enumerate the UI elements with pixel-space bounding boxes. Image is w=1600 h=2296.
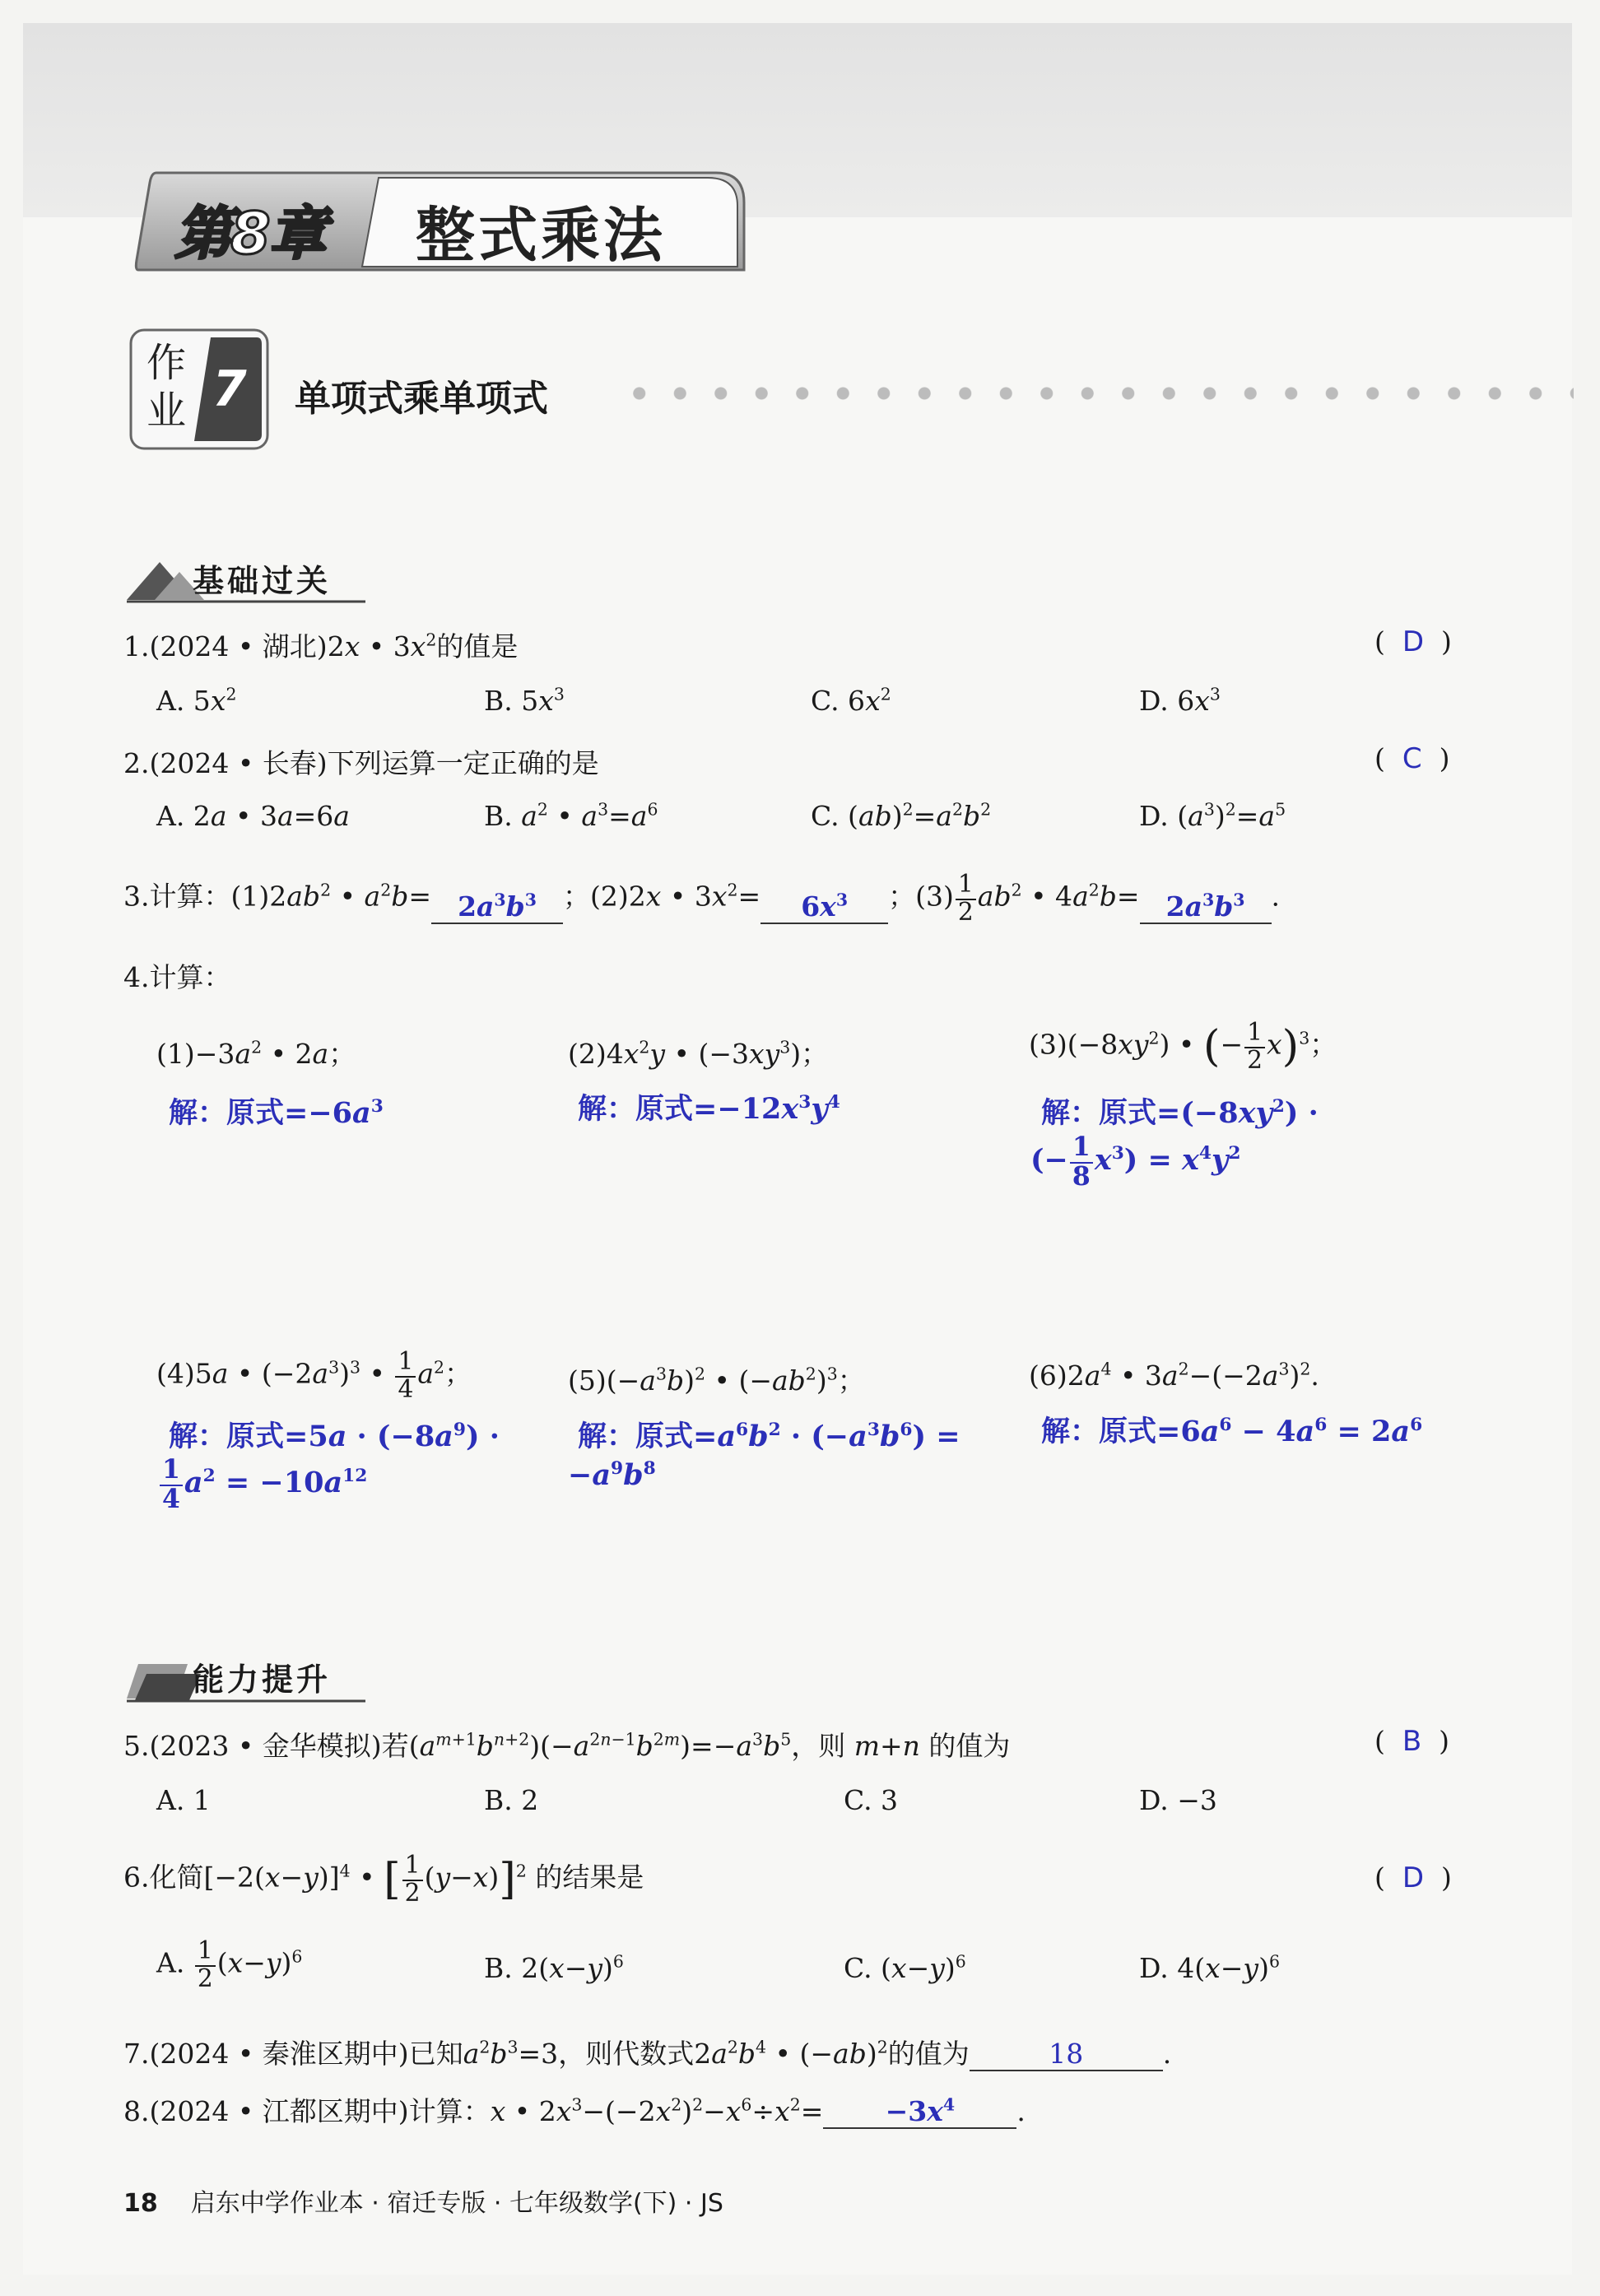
footer xyxy=(123,2182,723,2219)
q4-sol4-line2: $\frac{1}{4}$ $a^2 = -10a^{12}$ xyxy=(158,1457,367,1512)
q6-stem: 6.化简$[-2(x-y)]^4$ • [ $\frac{1}{2}$ (y−x)]$^2$ 的结果是 xyxy=(123,1851,644,1908)
q5-opt-b: B. 2 xyxy=(484,1784,539,1816)
q1-stem: 1.(2024 • 湖北)2x • $3x^2$的值是 xyxy=(123,630,519,662)
chapter-banner xyxy=(132,170,749,277)
q5-choice: B xyxy=(1402,1725,1422,1758)
q4-sol3-prefix: 解：原式= xyxy=(1041,1096,1181,1130)
q2-opt-a: A. 2a • 3a=6a xyxy=(156,800,350,832)
q2-stem-text: 下列运算一定正确的是 xyxy=(327,747,599,779)
q5-stem: 5.(2023 • 金华模拟)若$(a^{m+1}b^{n+2})(-a^{2n-1}b^{2m})=-a^3b^5$，则 m+n 的值为 xyxy=(123,1729,1011,1762)
q5-tail: 的值为 xyxy=(928,1730,1011,1762)
q6-opt-b: B. $2(x-y)^6$ xyxy=(484,1951,624,1984)
q6-opt-c: C. $(x-y)^6$ xyxy=(844,1951,966,1984)
q5-answer: ( B ) xyxy=(1374,1725,1450,1758)
q8-source: (2024 • 江都区期中) xyxy=(149,2095,409,2127)
q6-answer: ( D ) xyxy=(1374,1861,1452,1894)
q4-part4: (4)5a • $(-2a^3)^3$ • $\frac{1}{4}$ $a^2$； xyxy=(156,1347,472,1404)
q5-num: 5. xyxy=(123,1730,150,1762)
q3-num: 3. xyxy=(123,880,150,913)
chapter-label: 第8章 xyxy=(174,200,325,267)
q2-stem xyxy=(123,742,599,781)
q7-source: (2024 • 秦淮区期中) xyxy=(149,2038,409,2070)
q3-stem: 3.计算：$(1)2ab^2$ • $a^2b= 2a^3b^3$ ；(2)2x • $3x^2= 6x^3$ ；(3) $\frac{1}{2}$ $ab^2$ • $4a^2b= 2a^3b^3$ . xyxy=(123,870,1281,927)
section-basic xyxy=(122,547,369,605)
q5-opt-a: A. 1 xyxy=(156,1784,211,1816)
section-basic-title: 基础过关 xyxy=(193,563,332,599)
q4-sol4: 解：原式$=5a \cdot (-8a^9)$ · xyxy=(169,1419,500,1453)
q3-blank-2: $6x^3$ xyxy=(760,890,888,924)
q4-sol2-prefix: 解：原式= xyxy=(578,1092,718,1126)
q7-c: 的值为 xyxy=(887,2038,970,2070)
q8-num: 8. xyxy=(123,2095,150,2127)
dotted-leader xyxy=(619,387,1574,400)
q4-part5: $(5)(-a^3b)^2$ • $(-ab^2)^3$； xyxy=(568,1364,865,1397)
q4-sol3-line2: (− $\frac{1}{8}$ $x^3) = x^4y^2$ xyxy=(1030,1132,1241,1192)
q1-opt-c: C. $6x^2$ xyxy=(811,684,891,717)
q2-opt-b: B. $a^2$ • $a^3=a^6$ xyxy=(484,799,658,832)
q1-choice: D xyxy=(1402,625,1425,658)
q4-part1: $(1)-3a^2$ • 2a； xyxy=(156,1037,356,1070)
q8-text: 计算： xyxy=(408,2095,491,2127)
q7-stem: 7.(2024 • 秦淮区期中)已知$a^2b^3=3$，则代数式$2a^2b^4$ • $(-ab)^2$的值为 18 . xyxy=(123,2037,1172,2070)
q4-sol6-prefix: 解：原式= xyxy=(1041,1415,1181,1448)
q1-opt-a: A. $5x^2$ xyxy=(156,684,237,717)
q2-num: 2. xyxy=(123,747,150,779)
q4-part3: $(3)(-8xy^2)$ • (− $\frac{1}{2}$ x)$^3$； xyxy=(1029,1018,1337,1075)
q4-label: 计算： xyxy=(149,961,231,993)
q4-sol1-prefix: 解：原式= xyxy=(169,1096,309,1130)
q2-choice: C xyxy=(1402,742,1422,775)
q4-sol2: 解：原式$=-12x^3y^4$ xyxy=(578,1091,840,1126)
homework-title: 单项式乘单项式 xyxy=(295,378,548,420)
q7-b: ，则代数式 xyxy=(558,2038,695,2070)
q4-num: 4. xyxy=(123,961,150,993)
q4-sol5: 解：原式$=a^6b^2 \cdot (-a^3b^6)$ = xyxy=(578,1419,960,1453)
q1-stem-tail: 的值是 xyxy=(436,630,519,662)
q8-blank: $-3x^4$ xyxy=(823,2095,1016,2129)
q5-source: (2023 • 金华模拟) xyxy=(149,1730,382,1762)
homework-number: 7 xyxy=(212,360,247,418)
q6-opt-d: D. $4(x-y)^6$ xyxy=(1139,1951,1280,1984)
homework-tag xyxy=(128,328,270,451)
q4-sol1: 解：原式$=-6a^3$ xyxy=(169,1095,384,1130)
q7-num: 7. xyxy=(123,2038,150,2070)
q3-blank-1: $2a^3b^3$ xyxy=(431,890,563,924)
q2-answer: ( C ) xyxy=(1374,742,1450,775)
q5-if: 若 xyxy=(381,1730,409,1762)
q4-sol4-prefix: 解：原式= xyxy=(169,1420,309,1453)
q6-num: 6. xyxy=(123,1861,150,1894)
q4-part2: $(2)4x^2y$ • $(-3xy^3)$； xyxy=(568,1037,829,1070)
homework-tag-text: 作业 xyxy=(147,340,187,434)
q2-opt-c: C. $(ab)^2=a^2b^2$ xyxy=(811,799,992,832)
section-advanced xyxy=(122,1646,369,1703)
q4-sol3: 解：原式$=(-8xy^2)$ · xyxy=(1041,1095,1319,1130)
footer-text: 启东中学作业本 · 宿迁专版 · 七年级数学(下) · JS xyxy=(190,2189,723,2218)
q4-sol6: 解：原式$=6a^6 - 4a^6 = 2a^6$ xyxy=(1041,1414,1423,1448)
q5-opt-d: D. −3 xyxy=(1139,1784,1217,1816)
q1-num: 1. xyxy=(123,630,150,662)
q6-pre: 化简 xyxy=(149,1861,204,1894)
q1-answer: ( D ) xyxy=(1374,625,1452,658)
q8-stem: 8.(2024 • 江都区期中)计算：x • $2x^3-(-2x^2)^2-x^6\div x^2= -3x^4$ . xyxy=(123,2094,1026,2127)
q5-opt-c: C. 3 xyxy=(844,1784,899,1816)
q3-blank-3: $2a^3b^3$ xyxy=(1140,890,1272,924)
q6-opt-a: A. $\frac{1}{2}$ $(x-y)^6$ xyxy=(156,1936,303,1993)
section-advanced-title: 能力提升 xyxy=(193,1662,332,1698)
q5-then: ，则 xyxy=(791,1730,846,1762)
q4-part6: $(6)2a^4$ • $3a^2-(-2a^3)^2$. xyxy=(1029,1359,1319,1392)
q4-stem xyxy=(123,956,231,995)
q6-tail: 的结果是 xyxy=(535,1861,644,1894)
page-number: 18 xyxy=(123,2189,158,2218)
q2-source: (2024 • 长春) xyxy=(149,747,328,779)
chapter-title: 整式乘法 xyxy=(416,201,667,270)
q4-sol5-prefix: 解：原式= xyxy=(578,1420,718,1453)
q6-choice: D xyxy=(1402,1861,1425,1894)
q7-blank: 18 xyxy=(970,2038,1163,2071)
q1-opt-d: D. $6x^3$ xyxy=(1139,684,1221,717)
q3-label: 计算： xyxy=(149,880,231,913)
q4-sol5-line2: $-a^9b^8$ xyxy=(568,1457,656,1492)
q7-a: 已知 xyxy=(408,2038,463,2070)
q1-opt-b: B. $5x^3$ xyxy=(484,684,565,717)
q3-frac: $\frac{1}{2}$ xyxy=(956,872,976,924)
q1-source: (2024 • 湖北) xyxy=(149,630,328,662)
q2-opt-d: D. $(a^3)^2=a^5$ xyxy=(1139,799,1286,832)
